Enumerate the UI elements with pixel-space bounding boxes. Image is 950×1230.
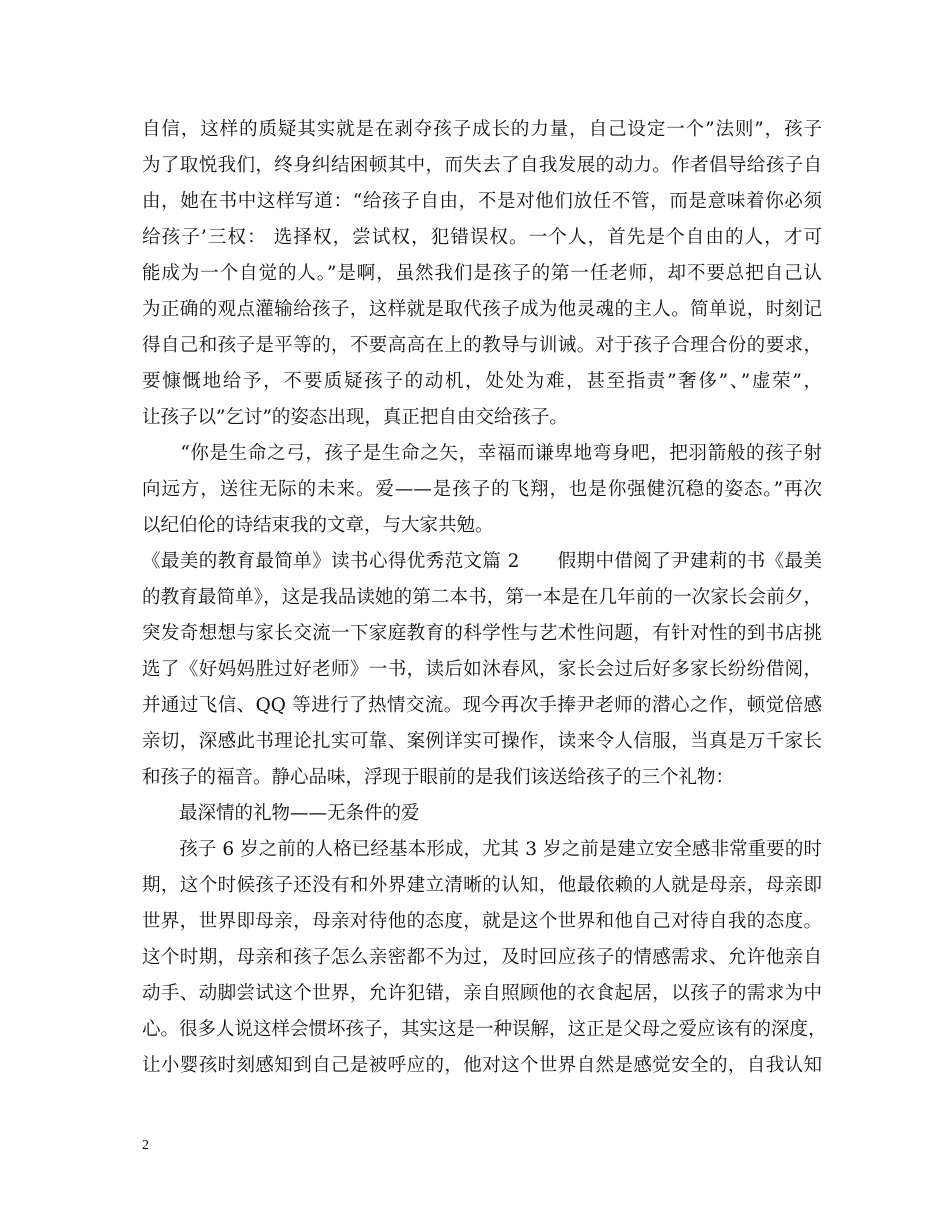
section-heading: 最深情的礼物——无条件的爱	[142, 803, 420, 824]
text-line: 要慷慨地给予，不要质疑孩子的动机，处处为难，甚至指责”奢侈”、”虚荣”，	[142, 371, 822, 392]
text-line: 为了取悦我们，终身纠结困顿其中，而失去了自我发展的动力。作者倡导给孩子自	[142, 155, 822, 176]
text-line: 由，她在书中这样写道：“给孩子自由，不是对他们放任不管，而是意味着你必须	[142, 191, 822, 212]
text-line: 和孩子的福音。静心品味，浮现于眼前的是我们该送给孩子的三个礼物：	[142, 767, 735, 788]
text-line: 孩子 6 岁之前的人格已经基本形成，尤其 3 岁之前是建立安全感非常重要的时	[142, 839, 822, 860]
text-line: 给孩子’三权： 选择权，尝试权，犯错误权。一个人，首先是个自由的人，才可	[142, 227, 822, 248]
page-number: 2	[142, 1138, 149, 1153]
text-line: “你是生命之弓，孩子是生命之矢，幸福而谦卑地弯身吧，把羽箭般的孩子射	[142, 443, 822, 464]
text-line: 期，这个时候孩子还没有和外界建立清晰的认知，他最依赖的人就是母亲，母亲即	[142, 875, 822, 896]
text-line: 心。很多人说这样会惯坏孩子，其实这是一种误解，这正是父母之爱应该有的深度，	[142, 1019, 827, 1040]
text-line: 世界，世界即母亲，母亲对待他的态度，就是这个世界和他自己对待自我的态度。	[142, 911, 822, 932]
text-line: 向远方，送往无际的未来。爱——是孩子的飞翔，也是你强健沉稳的姿态。”再次	[142, 479, 822, 500]
text-line: 选了《好妈妈胜过好老师》一书，读后如沐春风，家长会过后好多家长纷纷借阅，	[142, 659, 822, 680]
text-line: 为正确的观点灌输给孩子，这样就是取代孩子成为他灵魂的主人。简单说，时刻记	[142, 299, 822, 320]
text-line: 让小婴孩时刻感知到自己是被呼应的，他对这个世界自然是感觉安全的，自我认知	[142, 1055, 822, 1076]
text-line: 的教育最简单》，这是我品读她的第二本书，第一本是在几年前的一次家长会前夕，	[142, 587, 822, 608]
text-line: 动手、动脚尝试这个世界，允许犯错，亲自照顾他的衣食起居，以孩子的需求为中	[142, 983, 822, 1004]
text-line: 自信，这样的质疑其实就是在剥夺孩子成长的力量，自己设定一个”法则”，孩子	[142, 119, 822, 140]
text-line: 这个时期，母亲和孩子怎么亲密都不为过，及时回应孩子的情感需求、允许他亲自	[142, 947, 822, 968]
text-line: 让孩子以”乞讨”的姿态出现，真正把自由交给孩子。	[142, 407, 568, 428]
text-line: 能成为一个自觉的人。”是啊，虽然我们是孩子的第一任老师，却不要总把自己认	[142, 263, 822, 284]
text-line: 突发奇想想与家长交流一下家庭教育的科学性与艺术性问题，有针对性的到书店挑	[142, 623, 822, 644]
text-line: 亲切，深感此书理论扎实可靠、案例详实可操作，读来令人信服，当真是万千家长	[142, 731, 822, 752]
text-line: 得自己和孩子是平等的，不要高高在上的教导与训诫。对于孩子合理合份的要求，	[142, 335, 822, 356]
text-line: 并通过飞信、QQ 等进行了热情交流。现今再次手捧尹老师的潜心之作，顿觉倍感	[142, 695, 822, 716]
text-line: 以纪伯伦的诗结束我的文章，与大家共勉。	[142, 515, 494, 536]
text-line: 《最美的教育最简单》读书心得优秀范文篇 2 假期中借阅了尹建莉的书《最美	[142, 551, 822, 572]
